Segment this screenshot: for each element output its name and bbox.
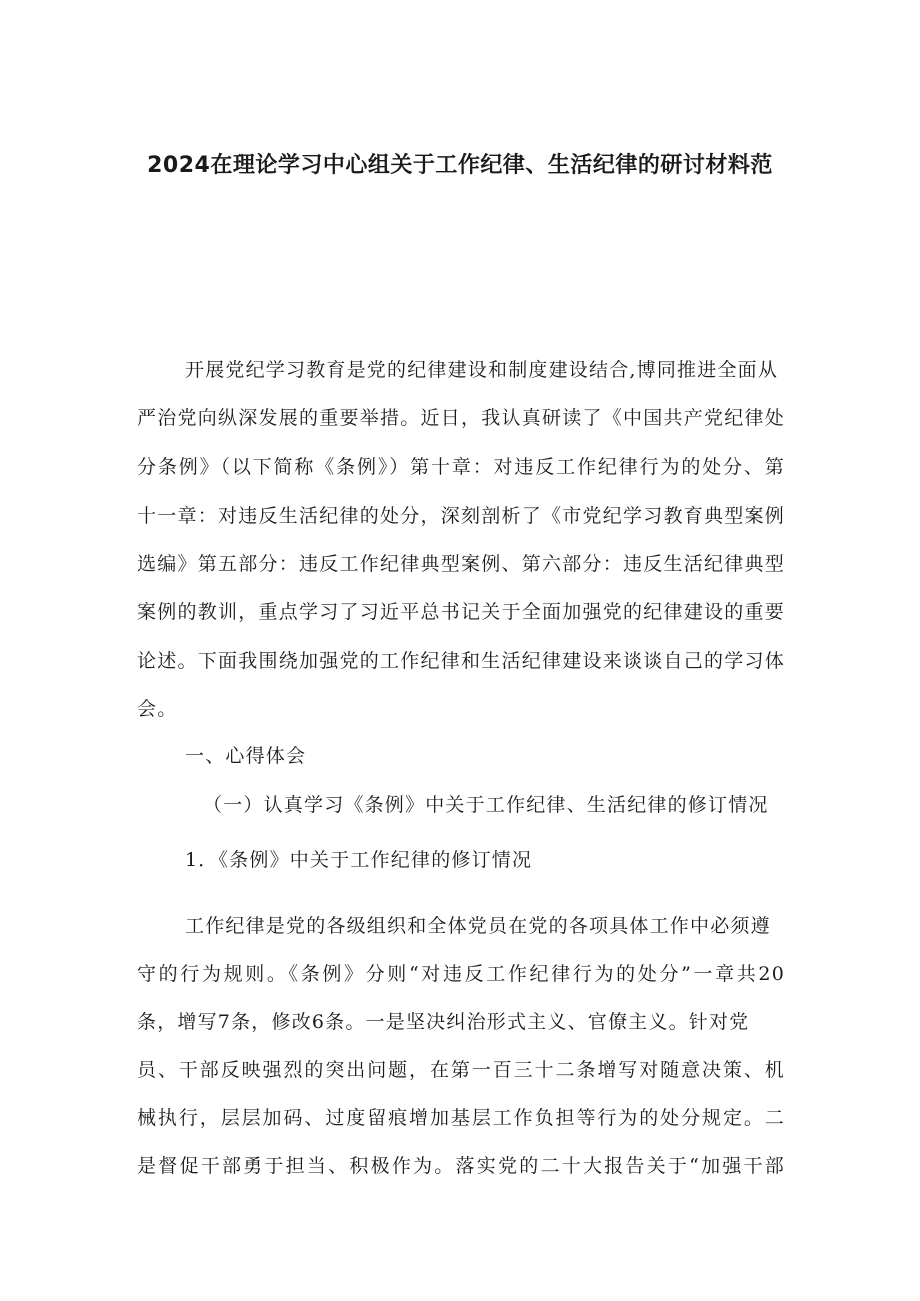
body-line: 员、干部反映强烈的突出问题，在第一百三十二条增写对随意决策、机: [137, 1059, 785, 1081]
body-line: 守的行为规则。《条例》分则“对违反工作纪律行为的处分”一章共20: [137, 963, 785, 985]
body-line: 工作纪律是党的各级组织和全体党员在党的各项具体工作中必须遵: [185, 915, 771, 937]
item-heading: 1．《条例》中关于工作纪律的修订情况: [185, 849, 533, 871]
intro-line: 十一章：对违反生活纪律的处分，深刻剖析了《市党纪学习教育典型案例: [137, 505, 785, 527]
section-heading: 一、心得体会: [185, 745, 307, 767]
intro-line: 开展党纪学习教育是党的纪律建设和制度建设结合,博同推进全面从: [185, 359, 779, 381]
subsection-heading: （一）认真学习《条例》中关于工作纪律、生活纪律的修订情况: [203, 794, 769, 816]
intro-line: 会。: [137, 698, 178, 720]
intro-line: 严治党向纵深发展的重要举措。近日，我认真研读了《中国共产党纪律处: [137, 407, 785, 429]
intro-line: 分条例》（以下简称《条例》）第十章：对违反工作纪律行为的处分、第: [137, 456, 785, 478]
intro-line: 案例的教训，重点学习了习近平总书记关于全面加强党的纪律建设的重要: [137, 601, 785, 623]
document-title: 2024在理论学习中心组关于工作纪律、生活纪律的研讨材料范: [147, 153, 773, 178]
intro-line: 论述。下面我围绕加强党的工作纪律和生活纪律建设来谈谈自己的学习体: [137, 650, 785, 672]
body-line: 条，增写7条，修改6条。一是坚决纠治形式主义、官僚主义。针对党: [137, 1011, 750, 1033]
body-line: 是督促干部勇于担当、积极作为。落实党的二十大报告关于“加强干部: [137, 1155, 785, 1177]
intro-line: 选编》第五部分：违反工作纪律典型案例、第六部分：违反生活纪律典型: [137, 553, 785, 575]
body-line: 械执行，层层加码、过度留痕增加基层工作负担等行为的处分规定。二: [137, 1107, 785, 1129]
